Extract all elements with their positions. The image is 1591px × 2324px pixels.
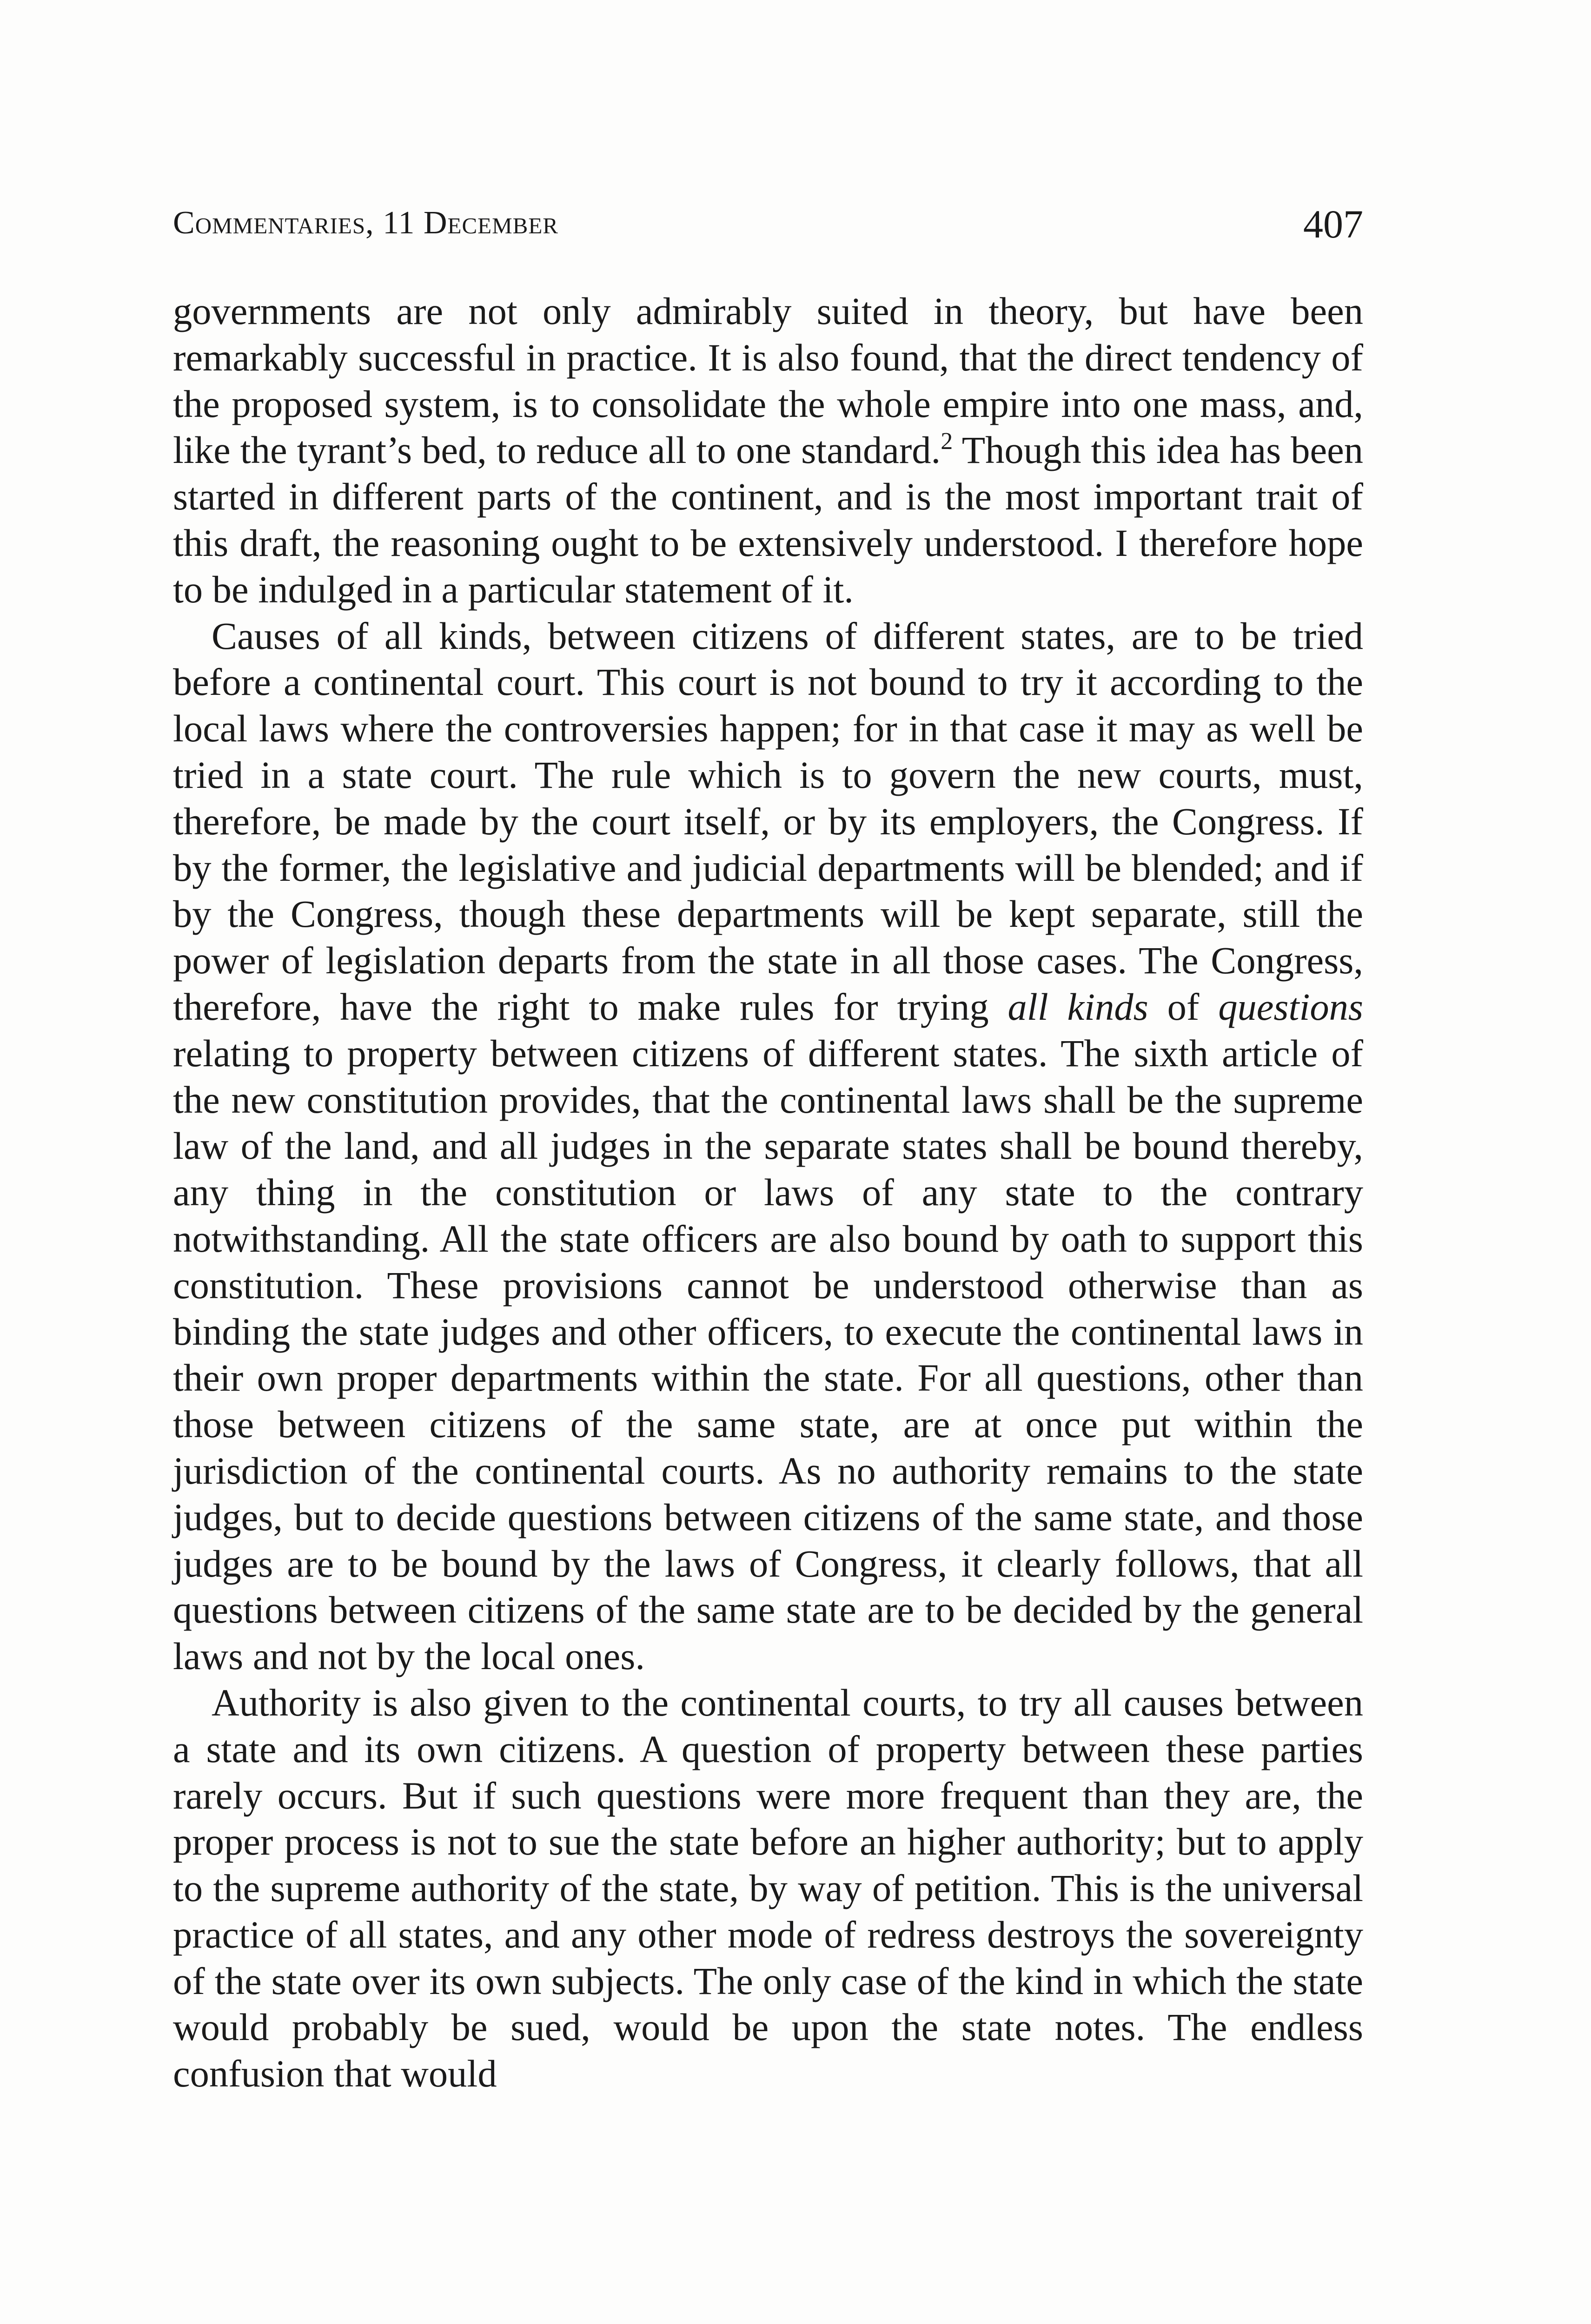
paragraph-2 bbox=[173, 613, 1363, 1680]
paragraph-2-text-c: relating to property between citizens of different states. The sixth article of the new constitution provides, that the continental laws shall be the supreme law of the land, and all judges in the separate states shall be bound thereby, any thing in the constitution or laws of any state to the contrary notwithstanding. All the state officers are also bound by oath to support this constitution. These provisions cannot be understood otherwise than as binding the state judges and other officers, to execute the continental laws in their own proper departments within the state. For all questions, other than those between citizens of the same state, are at once put within the jurisdiction of the continental courts. As no authority remains to the state judges, but to decide questions between citizens of the same state, and those judges are to be bound by the laws of Congress, it clearly follows, that all questions between citizens of the same state are to be decided by the general laws and not by the local ones. bbox=[173, 1031, 1363, 1678]
running-head bbox=[173, 202, 1363, 256]
paragraph-1-text-b: Though this idea has been started in different parts of the continent, and is the most important trait of this draft, the reasoning ought to be extensively understood. I therefore hope to be indulged in a particular statement of it. bbox=[173, 429, 1363, 611]
running-head-title: Commentaries, 11 December bbox=[173, 205, 558, 241]
body-text bbox=[173, 288, 1363, 2097]
paragraph-2-italic-all-kinds: all kinds bbox=[1008, 985, 1148, 1028]
paragraph-2-text-b: of bbox=[1148, 985, 1219, 1028]
paragraph-2-text-a: Causes of all kinds, between citizens of different states, are to be tried before a continental court. This court is not bound to try it according to the local laws where the controversies happen; for in that case it may as well be tried in a state court. The rule which is to govern the new courts, must, therefore, be made by the court itself, or by its employers, the Congress. If by the former, the legislative and judicial departments will be blended; and if by the Congress, though these departments will be kept separate, still the power of legislation departs from the state in all those cases. The Congress, therefore, have the right to make rules for trying bbox=[173, 614, 1363, 1028]
paragraph-3-text: Authority is also given to the continental courts, to try all causes between a state and its own citizens. A question of property between these parties rarely occurs. But if such questions were more frequent than they are, the proper process is not to sue the state before an higher authority; but to apply to the supreme authority of the state, by way of petition. This is the universal practice of all states, and any other mode of redress destroys the sovereignty of the state over its own subjects. The only case of the kind in which the state would probably be sued, would be upon the state notes. The endless confusion that would bbox=[173, 1681, 1363, 2095]
paragraph-1 bbox=[173, 288, 1363, 613]
footnote-reference-2: 2 bbox=[941, 428, 953, 455]
page-number: 407 bbox=[1303, 202, 1363, 246]
paragraph-1-text-a: governments are not only admirably suited in theory, but have been remarkably successful in practice. It is also found, that the direct tendency of the proposed system, is to consolidate the whole empire into one mass, and, like the tyrant’s bed, to reduce all to one standard. bbox=[173, 290, 1363, 472]
paragraph-2-italic-questions: questions bbox=[1218, 985, 1363, 1028]
paragraph-3 bbox=[173, 1680, 1363, 2097]
